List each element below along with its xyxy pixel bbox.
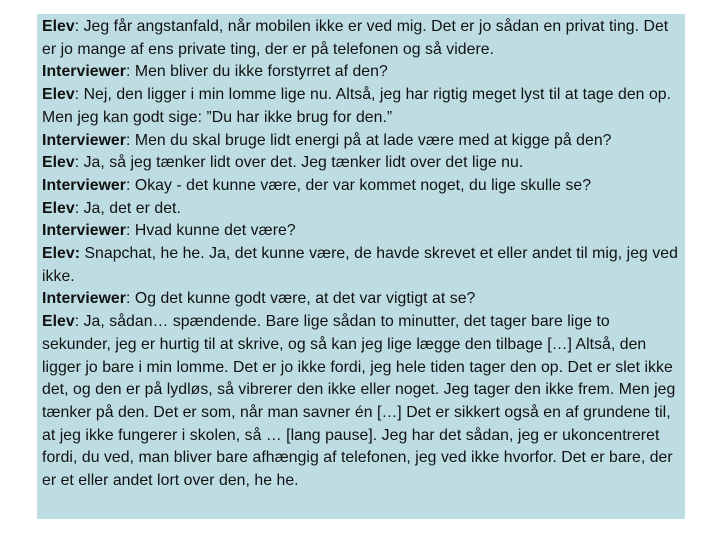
speaker-label: Interviewer [42,176,126,194]
turn-9 [42,243,681,288]
speaker-label: Elev [42,199,75,217]
speaker-separator: : [125,290,131,308]
speaker-label: Elev [42,86,75,104]
turn-8 [42,220,681,243]
turn-text: Nej, den ligger i min lomme lige nu. Altså, jeg har rigtig meget lyst til at tage den op. Men jeg kan godt sige: ”Du har ikke brug for den.” [42,86,672,126]
speaker-separator: : [125,176,131,194]
speaker-separator: : [74,199,80,217]
turn-11 [42,311,681,493]
turn-1 [42,16,681,61]
speaker-label: Elev: [42,245,81,263]
speaker-label: Interviewer [42,63,126,81]
speaker-separator: : [125,63,131,81]
turn-7 [42,198,681,221]
turn-text: Ja, sådan… spændende. Bare lige sådan to minutter, det tager bare lige to sekunder, jeg er hurtig til at skrive, og så kan jeg lige lægge den tilbage […] Altså, den ligger jo bare i min lomme. Det er jo ikke fordi, jeg hele tiden tager den op. Det er slet ikke det, og den er på lydløs, så vibrerer den ikke eller noget. Jeg tager den ikke frem. Men jeg tænker på den. Det er som, når man savner én […] Det er sikkert også en af grundene til, at jeg ikke fungerer i skolen, så … [lang pause]. Jeg har det sådan, jeg er ukoncentreret fordi, du ved, man bliver bare afhængig af telefonen, jeg ved ikke hvorfor. Det er bare, der er et eller andet lort over den, he he. [42,313,676,490]
speaker-separator: : [125,131,131,149]
transcript-box [37,14,685,519]
turn-text: Men bliver du ikke forstyrret af den? [130,63,388,81]
turn-text: Snapchat, he he. Ja, det kunne være, de havde skrevet et eller andet til mig, jeg ved ikke. [42,245,678,285]
speaker-separator: : [74,313,80,331]
turn-3 [42,84,681,129]
speaker-separator: : [74,86,80,104]
turn-6 [42,175,681,198]
turn-text: Og det kunne godt være, at det var vigtigt at se? [130,290,476,308]
turn-text: Okay - det kunne være, der var kommet noget, du lige skulle se? [130,176,592,194]
turn-text: Men du skal bruge lidt energi på at lade være med at kigge på den? [130,131,612,149]
turn-10 [42,288,681,311]
turn-text: Ja, så jeg tænker lidt over det. Jeg tænker lidt over det lige nu. [79,154,524,172]
speaker-label: Elev [42,313,75,331]
speaker-label: Elev [42,18,75,35]
turn-4 [42,130,681,153]
speaker-separator: : [74,18,80,35]
speaker-separator: : [125,222,131,240]
turn-text: Jeg får angstanfald, når mobilen ikke er ved mig. Det er jo sådan en privat ting. Det er jo mange af ens private ting, der er på telefonen og så videre. [42,18,669,58]
interview-transcript [42,16,681,493]
speaker-label: Interviewer [42,222,126,240]
speaker-label: Interviewer [42,131,126,149]
turn-2 [42,61,681,84]
turn-text: Hvad kunne det være? [130,222,296,240]
turn-5 [42,152,681,175]
speaker-label: Interviewer [42,290,126,308]
turn-text: Ja, det er det. [79,199,181,217]
speaker-label: Elev [42,154,75,172]
speaker-separator: : [74,154,80,172]
